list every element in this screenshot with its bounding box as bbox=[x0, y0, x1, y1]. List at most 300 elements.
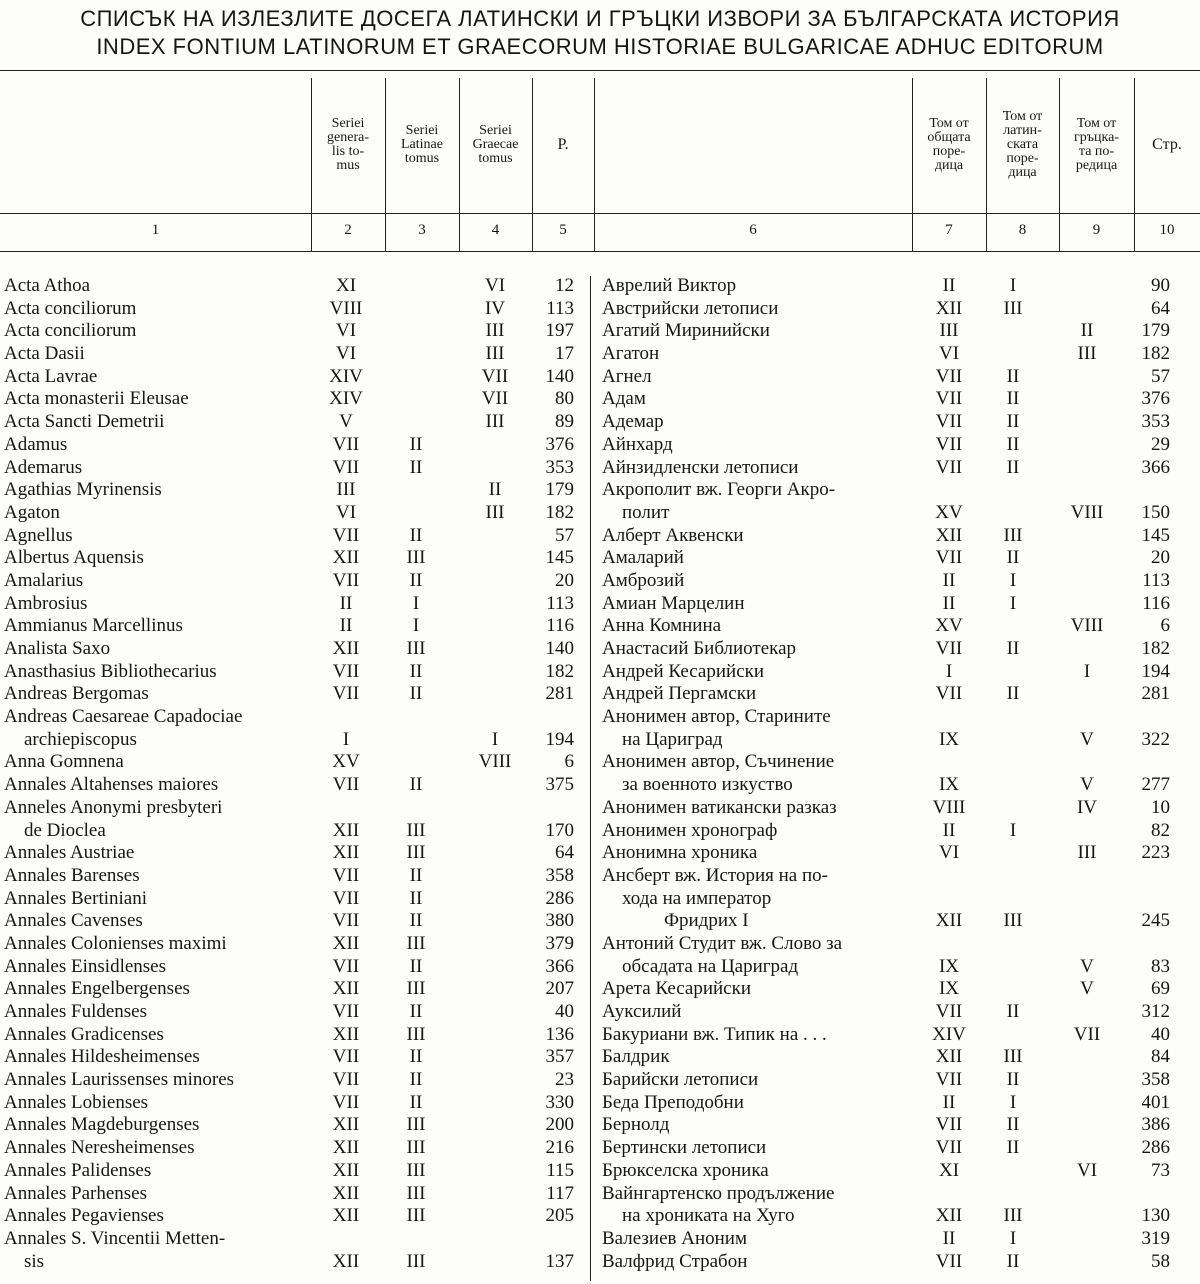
table-row bbox=[0, 320, 1200, 343]
table-row bbox=[0, 978, 1200, 1001]
latin-tomus: II bbox=[409, 433, 423, 455]
general-tomus-bg: IX bbox=[938, 774, 960, 796]
latin-tomus: III bbox=[406, 932, 426, 954]
page-number: 57 bbox=[555, 524, 574, 546]
table-row bbox=[0, 1228, 1200, 1251]
latin-source-name: de Dioclea bbox=[24, 819, 106, 841]
general-tomus-bg: VII bbox=[935, 1069, 963, 1091]
page-number-bg: 366 bbox=[1141, 456, 1170, 478]
page-number: 286 bbox=[545, 887, 574, 909]
latin-source-name: Acta Lavrae bbox=[4, 365, 98, 387]
page-number: 281 bbox=[545, 683, 574, 705]
general-tomus: XIV bbox=[329, 365, 363, 387]
page-number: 116 bbox=[546, 615, 574, 637]
table-row bbox=[0, 865, 1200, 888]
col-header-str: Стр. bbox=[1152, 136, 1182, 153]
page-number: 200 bbox=[545, 1114, 574, 1136]
general-tomus-bg: VI bbox=[938, 343, 960, 365]
general-tomus: XII bbox=[332, 547, 360, 569]
general-tomus: I bbox=[342, 728, 350, 750]
general-tomus: XII bbox=[332, 978, 360, 1000]
table-row bbox=[0, 502, 1200, 525]
greek-tomus-bg: VII bbox=[1073, 1023, 1101, 1045]
col-number: 7 bbox=[945, 222, 953, 238]
bulgarian-source-name: Анонимен хронограф bbox=[602, 819, 778, 841]
general-tomus: XII bbox=[332, 1159, 360, 1181]
table-row bbox=[0, 842, 1200, 865]
page-number-bg: 130 bbox=[1141, 1205, 1170, 1227]
latin-source-name: Agaton bbox=[4, 501, 60, 523]
latin-source-name: Anneles Anonymi presbyteri bbox=[4, 796, 223, 818]
general-tomus: VII bbox=[332, 660, 360, 682]
latin-tomus: III bbox=[406, 1182, 426, 1204]
general-tomus: XII bbox=[332, 1114, 360, 1136]
col-number: 5 bbox=[559, 222, 567, 238]
latin-tomus: III bbox=[406, 819, 426, 841]
greek-tomus-bg: IV bbox=[1076, 796, 1098, 818]
page-number: 366 bbox=[545, 955, 574, 977]
bulgarian-source-name: Анонимен ватикански разказ bbox=[602, 796, 837, 818]
latin-source-name: Agathias Myrinensis bbox=[4, 479, 162, 501]
general-tomus: VII bbox=[332, 1001, 360, 1022]
greek-tomus: VII bbox=[481, 388, 509, 410]
latin-source-name: Agnellus bbox=[4, 524, 73, 546]
page-number: 80 bbox=[555, 388, 574, 410]
latin-source-name: Andreas Caesareae Capadociae bbox=[4, 706, 243, 728]
general-tomus-bg: VII bbox=[935, 1250, 963, 1272]
general-tomus: VII bbox=[332, 774, 360, 796]
general-tomus: II bbox=[339, 615, 353, 637]
general-tomus: VI bbox=[335, 320, 357, 342]
col-header-page: P. bbox=[557, 136, 569, 153]
general-tomus: VII bbox=[332, 887, 360, 909]
general-tomus: XII bbox=[332, 1023, 360, 1045]
table-row bbox=[0, 1205, 1200, 1228]
general-tomus-bg: VII bbox=[935, 638, 963, 659]
latin-tomus: III bbox=[406, 842, 426, 864]
general-tomus-bg: XII bbox=[935, 1205, 963, 1227]
col-number: 2 bbox=[344, 222, 352, 238]
page-number: 145 bbox=[545, 547, 574, 569]
greek-tomus: III bbox=[485, 501, 505, 523]
col-number: 8 bbox=[1018, 222, 1027, 238]
latin-source-name: Annales Cavenses bbox=[4, 910, 143, 932]
table-row bbox=[0, 366, 1200, 389]
latin-tomus-bg: I bbox=[1009, 1227, 1017, 1249]
general-tomus: XII bbox=[332, 819, 360, 841]
bulgarian-source-name: Барийски летописи bbox=[602, 1069, 759, 1091]
page-number-bg: 6 bbox=[1160, 615, 1170, 637]
latin-source-name: Amalarius bbox=[4, 569, 84, 591]
header-bottom-rule bbox=[0, 251, 1200, 252]
latin-tomus-bg: II bbox=[1006, 365, 1020, 387]
general-tomus-bg: VII bbox=[935, 547, 963, 569]
latin-tomus-bg: III bbox=[1003, 1205, 1023, 1227]
general-tomus: VII bbox=[332, 524, 360, 546]
table-row bbox=[0, 1024, 1200, 1047]
bulgarian-source-name: Беда Преподобни bbox=[602, 1091, 744, 1113]
general-tomus-bg: VII bbox=[935, 1137, 963, 1159]
latin-source-name: Acta Athoa bbox=[4, 275, 91, 296]
page-number-bg: 84 bbox=[1151, 1046, 1170, 1068]
general-tomus-bg: IX bbox=[938, 955, 960, 977]
bulgarian-source-name: Алберт Аквенски bbox=[602, 524, 744, 546]
page-number: 216 bbox=[545, 1137, 574, 1159]
bulgarian-source-name: Амаларий bbox=[602, 547, 684, 569]
col-header-greek-tomus: Seriei Graecae tomus bbox=[472, 123, 519, 166]
table-row bbox=[0, 1137, 1200, 1160]
latin-source-name: Andreas Bergomas bbox=[4, 683, 149, 705]
general-tomus: VII bbox=[332, 569, 360, 591]
page-number: 113 bbox=[546, 297, 574, 319]
bulgarian-source-name: Балдрик bbox=[602, 1046, 670, 1068]
general-tomus-bg: VII bbox=[935, 683, 963, 705]
greek-tomus: I bbox=[491, 728, 499, 750]
general-tomus: XII bbox=[332, 932, 360, 954]
latin-tomus-bg: II bbox=[1006, 456, 1020, 478]
latin-source-name: Annales Austriae bbox=[4, 842, 135, 864]
latin-source-name: Annales Pegavienses bbox=[4, 1205, 164, 1227]
greek-tomus: II bbox=[488, 479, 502, 501]
bulgarian-source-name: Агатий Миринийски bbox=[602, 320, 770, 342]
general-tomus: VII bbox=[332, 910, 360, 932]
col-number: 10 bbox=[1159, 222, 1175, 238]
bulgarian-source-name: Амиан Марцелин bbox=[602, 592, 745, 614]
latin-tomus-bg: II bbox=[1006, 1114, 1020, 1136]
page-number: 179 bbox=[545, 479, 574, 501]
bulgarian-source-name: Адемар bbox=[602, 411, 664, 433]
table-row bbox=[0, 343, 1200, 366]
latin-tomus: III bbox=[406, 1023, 426, 1045]
latin-tomus: I bbox=[412, 592, 420, 614]
page-number-bg: 194 bbox=[1141, 660, 1170, 682]
latin-source-name: Anasthasius Bibliothecarius bbox=[4, 660, 217, 682]
general-tomus: V bbox=[339, 411, 353, 433]
bulgarian-source-name: обсадата на Цариград bbox=[622, 955, 799, 977]
general-tomus-bg: XV bbox=[935, 501, 963, 523]
bulgarian-source-name: Валфрид Страбон bbox=[602, 1250, 748, 1272]
bulgarian-source-name: Акрополит вж. Георги Акро- bbox=[602, 479, 836, 501]
general-tomus: VIII bbox=[329, 297, 363, 319]
latin-tomus: III bbox=[406, 1137, 426, 1159]
page-number-bg: 90 bbox=[1151, 275, 1170, 296]
page-number: 376 bbox=[545, 433, 574, 455]
table-row bbox=[0, 774, 1200, 797]
bulgarian-source-name: Вайнгартенско продължение bbox=[602, 1182, 835, 1204]
general-tomus-bg: VII bbox=[935, 388, 963, 410]
general-tomus: VII bbox=[332, 1091, 360, 1113]
greek-tomus: VI bbox=[484, 275, 506, 296]
latin-source-name: Annales Colonienses maximi bbox=[4, 932, 227, 954]
page-number-bg: 40 bbox=[1151, 1023, 1170, 1045]
table-row bbox=[0, 888, 1200, 911]
page-number-bg: 116 bbox=[1142, 592, 1170, 614]
latin-tomus: I bbox=[412, 615, 420, 637]
general-tomus-bg: XII bbox=[935, 910, 963, 932]
col-header-gracka: Том от гръцка- та по- редица bbox=[1074, 116, 1119, 173]
general-tomus-bg: VII bbox=[935, 1114, 963, 1136]
page-number-bg: 322 bbox=[1141, 728, 1170, 750]
page-number-bg: 83 bbox=[1151, 955, 1170, 977]
latin-tomus-bg: I bbox=[1009, 569, 1017, 591]
latin-tomus-bg: II bbox=[1006, 433, 1020, 455]
page-title-bulgarian: СПИСЪК НА ИЗЛЕЗЛИТЕ ДОСЕГА ЛАТИНСКИ И ГРЪЦКИ ИЗВОРИ ЗА БЪЛГАРСКАТА ИСТОРИЯ bbox=[80, 6, 1120, 31]
page-number-bg: 281 bbox=[1141, 683, 1170, 705]
general-tomus-bg: I bbox=[945, 660, 953, 682]
latin-source-name: Acta conciliorum bbox=[4, 320, 137, 342]
latin-tomus: II bbox=[409, 524, 423, 546]
page-number: 140 bbox=[545, 638, 574, 659]
bulgarian-source-name: Анастасий Библиотекар bbox=[602, 638, 797, 659]
page-number-bg: 376 bbox=[1141, 388, 1170, 410]
col-number: 6 bbox=[749, 222, 757, 238]
latin-source-name: Annales Hildesheimenses bbox=[4, 1046, 200, 1068]
latin-tomus-bg: III bbox=[1003, 910, 1023, 932]
greek-tomus-bg: VI bbox=[1076, 1159, 1098, 1181]
greek-tomus: III bbox=[485, 320, 505, 342]
page-number: 140 bbox=[545, 365, 574, 387]
page-number-bg: 10 bbox=[1151, 796, 1170, 818]
latin-source-name: Annales Lobienses bbox=[4, 1091, 149, 1113]
general-tomus-bg: VII bbox=[935, 411, 963, 433]
table-row bbox=[0, 1069, 1200, 1092]
latin-tomus: II bbox=[409, 660, 423, 682]
col-number: 1 bbox=[151, 222, 160, 238]
latin-tomus-bg: II bbox=[1006, 1250, 1020, 1272]
page-number-bg: 353 bbox=[1141, 411, 1170, 433]
bulgarian-source-name: Агатон bbox=[602, 343, 660, 365]
latin-source-name: Acta Sancti Demetrii bbox=[4, 411, 165, 433]
page-number: 379 bbox=[545, 932, 574, 954]
latin-tomus-bg: II bbox=[1006, 411, 1020, 433]
table-row bbox=[0, 1001, 1200, 1024]
table-row bbox=[0, 298, 1200, 321]
latin-source-name: Annales Magdeburgenses bbox=[4, 1114, 200, 1136]
table-row bbox=[0, 683, 1200, 706]
latin-tomus-bg: I bbox=[1009, 819, 1017, 841]
latin-source-name: Acta monasterii Eleusae bbox=[4, 388, 189, 410]
bulgarian-source-name: Андрей Кесарийски bbox=[602, 660, 765, 682]
general-tomus-bg: VII bbox=[935, 1001, 963, 1022]
latin-tomus: II bbox=[409, 1046, 423, 1068]
general-tomus: XV bbox=[332, 751, 360, 773]
latin-tomus-bg: II bbox=[1006, 388, 1020, 410]
general-tomus: II bbox=[339, 592, 353, 614]
general-tomus-bg: VI bbox=[938, 842, 960, 864]
page-number-bg: 82 bbox=[1151, 819, 1170, 841]
page-number-bg: 113 bbox=[1142, 569, 1170, 591]
greek-tomus-bg: V bbox=[1080, 978, 1094, 1000]
page-number-bg: 64 bbox=[1151, 297, 1170, 319]
page-number: 113 bbox=[546, 592, 574, 614]
col-header-latin-tomus: Seriei Latinae tomus bbox=[401, 123, 443, 166]
general-tomus-bg: III bbox=[939, 320, 959, 342]
general-tomus-bg: II bbox=[942, 592, 956, 614]
latin-source-name: Acta conciliorum bbox=[4, 297, 137, 319]
table-row bbox=[0, 388, 1200, 411]
bulgarian-source-name: Бернолд bbox=[602, 1114, 670, 1136]
latin-tomus: II bbox=[409, 864, 423, 886]
general-tomus-bg: VII bbox=[935, 456, 963, 478]
general-tomus: VI bbox=[335, 343, 357, 365]
page-number-bg: 286 bbox=[1141, 1137, 1170, 1159]
latin-source-name: Albertus Aquensis bbox=[4, 547, 144, 569]
general-tomus: III bbox=[336, 479, 356, 501]
latin-source-name: Annales S. Vincentii Metten- bbox=[4, 1227, 226, 1249]
latin-tomus: II bbox=[409, 1091, 423, 1113]
page-number-bg: 277 bbox=[1141, 774, 1170, 796]
page-number: 357 bbox=[545, 1046, 574, 1068]
table-row bbox=[0, 729, 1200, 752]
latin-source-name: Annales Laurissenses minores bbox=[4, 1069, 235, 1091]
table-row bbox=[0, 1046, 1200, 1069]
page-number: 207 bbox=[545, 978, 574, 1000]
table-row bbox=[0, 797, 1200, 820]
latin-tomus-bg: II bbox=[1006, 638, 1020, 659]
page-number-bg: 312 bbox=[1141, 1001, 1170, 1022]
table-row bbox=[0, 1114, 1200, 1137]
page-number-bg: 20 bbox=[1151, 547, 1170, 569]
page-number: 330 bbox=[545, 1091, 574, 1113]
page-number-bg: 29 bbox=[1151, 433, 1170, 455]
page-number: 136 bbox=[545, 1023, 574, 1045]
bulgarian-source-name: Анна Комнина bbox=[602, 615, 722, 637]
bulgarian-source-name: Адам bbox=[602, 388, 646, 410]
latin-source-name: Acta Dasii bbox=[4, 343, 85, 365]
page-number-bg: 57 bbox=[1151, 365, 1170, 387]
greek-tomus-bg: I bbox=[1083, 660, 1091, 682]
greek-tomus: VII bbox=[481, 365, 509, 387]
page-number: 12 bbox=[555, 275, 574, 296]
latin-tomus-bg: I bbox=[1009, 1091, 1017, 1113]
latin-tomus: II bbox=[409, 955, 423, 977]
general-tomus-bg: XI bbox=[938, 1159, 960, 1181]
latin-source-name: archiepiscopus bbox=[24, 728, 137, 750]
latin-source-name: Annales Altahenses maiores bbox=[4, 774, 219, 796]
greek-tomus-bg: III bbox=[1077, 842, 1097, 864]
bulgarian-source-name: Австрийски летописи bbox=[602, 297, 779, 319]
page-number: 17 bbox=[555, 343, 574, 365]
header-mid-rule bbox=[0, 213, 1200, 214]
bulgarian-source-name: Амброзий bbox=[602, 569, 685, 591]
bulgarian-source-name: за военното изкуство bbox=[622, 774, 793, 796]
table-row bbox=[0, 570, 1200, 593]
latin-tomus: II bbox=[409, 774, 423, 796]
table-row bbox=[0, 434, 1200, 457]
page-number: 353 bbox=[545, 456, 574, 478]
col-header-general-tomus: Seriei genera- lis to- mus bbox=[327, 116, 369, 173]
bulgarian-source-name: Агнел bbox=[602, 365, 652, 387]
bulgarian-source-name: Арета Кесарийски bbox=[602, 978, 751, 1000]
bulgarian-source-name: Брюкселска хроника bbox=[602, 1159, 769, 1181]
latin-tomus-bg: I bbox=[1009, 592, 1017, 614]
bulgarian-source-name: хода на император bbox=[622, 887, 772, 909]
bulgarian-source-name: Ансберт вж. История на по- bbox=[602, 864, 828, 886]
general-tomus: VII bbox=[332, 683, 360, 705]
general-tomus: XII bbox=[332, 1137, 360, 1159]
page-number-bg: 179 bbox=[1141, 320, 1170, 342]
greek-tomus-bg: III bbox=[1077, 343, 1097, 365]
latin-source-name: Annales Fuldenses bbox=[4, 1001, 148, 1022]
latin-tomus: III bbox=[406, 1250, 426, 1272]
latin-source-name: Ademarus bbox=[4, 456, 83, 478]
general-tomus-bg: IX bbox=[938, 978, 960, 1000]
bulgarian-source-name: Анонимен автор, Съчинение bbox=[602, 751, 835, 773]
col-header-obshta: Том от общата поре- дица bbox=[927, 116, 971, 173]
col-number: 4 bbox=[491, 222, 500, 238]
latin-tomus-bg: II bbox=[1006, 547, 1020, 569]
latin-tomus: III bbox=[406, 978, 426, 1000]
general-tomus-bg: II bbox=[942, 569, 956, 591]
latin-tomus: II bbox=[409, 1069, 423, 1091]
general-tomus: XII bbox=[332, 1205, 360, 1227]
table-row bbox=[0, 933, 1200, 956]
latin-tomus: II bbox=[409, 1001, 423, 1022]
bulgarian-source-name: Аврелий Виктор bbox=[602, 275, 737, 296]
bulgarian-source-name: Бакуриани вж. Типик на . . . bbox=[602, 1023, 827, 1045]
latin-source-name: Annales Barenses bbox=[4, 864, 140, 886]
page-number-bg: 145 bbox=[1141, 524, 1170, 546]
latin-tomus-bg: I bbox=[1009, 275, 1017, 296]
page-number-bg: 182 bbox=[1141, 343, 1170, 365]
general-tomus-bg: VIII bbox=[932, 796, 966, 818]
general-tomus: XII bbox=[332, 842, 360, 864]
page-number: 20 bbox=[555, 569, 574, 591]
latin-tomus: II bbox=[409, 887, 423, 909]
general-tomus-bg: II bbox=[942, 1091, 956, 1113]
table-row bbox=[0, 661, 1200, 684]
latin-tomus: III bbox=[406, 1159, 426, 1181]
page-number: 89 bbox=[555, 411, 574, 433]
bulgarian-source-name: Фридрих I bbox=[664, 910, 749, 932]
latin-source-name: Annales Parhenses bbox=[4, 1182, 147, 1204]
bulgarian-source-name: Валезиев Аноним bbox=[602, 1227, 747, 1249]
page-number: 182 bbox=[545, 660, 574, 682]
latin-source-name: Ambrosius bbox=[4, 592, 88, 614]
page-number-bg: 223 bbox=[1141, 842, 1170, 864]
page-number: 23 bbox=[555, 1069, 574, 1091]
general-tomus: XII bbox=[332, 1182, 360, 1204]
page-number: 205 bbox=[545, 1205, 574, 1227]
table-row bbox=[0, 411, 1200, 434]
bulgarian-source-name: Анонимна хроника bbox=[602, 842, 758, 864]
table-row bbox=[0, 1251, 1200, 1274]
col-header-latinska: Том от латин- ската поре- дица bbox=[1002, 109, 1043, 180]
general-tomus: XI bbox=[335, 275, 357, 296]
latin-tomus: III bbox=[406, 1205, 426, 1227]
latin-source-name: Adamus bbox=[4, 433, 68, 455]
table-row bbox=[0, 956, 1200, 979]
page-number: 358 bbox=[545, 864, 574, 886]
page-number-bg: 245 bbox=[1141, 910, 1170, 932]
latin-source-name: Ammianus Marcellinus bbox=[4, 615, 183, 637]
general-tomus-bg: II bbox=[942, 275, 956, 296]
latin-source-name: Annales Neresheimenses bbox=[4, 1137, 195, 1159]
page-number: 115 bbox=[546, 1159, 574, 1181]
latin-source-name: Analista Saxo bbox=[4, 638, 111, 659]
latin-tomus: II bbox=[409, 456, 423, 478]
latin-source-name: Annales Bertiniani bbox=[4, 887, 147, 909]
latin-tomus-bg: II bbox=[1006, 1069, 1020, 1091]
page-number: 170 bbox=[545, 819, 574, 841]
greek-tomus-bg: V bbox=[1080, 955, 1094, 977]
page-title-latin: INDEX FONTIUM LATINORUM ET GRAECORUM HISTORIAE BULGARICAE ADHUC EDITORUM bbox=[96, 34, 1104, 59]
general-tomus-bg: II bbox=[942, 1227, 956, 1249]
page-number: 375 bbox=[545, 774, 574, 796]
latin-source-name: Annales Gradicenses bbox=[4, 1023, 164, 1045]
general-tomus-bg: XII bbox=[935, 524, 963, 546]
greek-tomus-bg: V bbox=[1080, 774, 1094, 796]
